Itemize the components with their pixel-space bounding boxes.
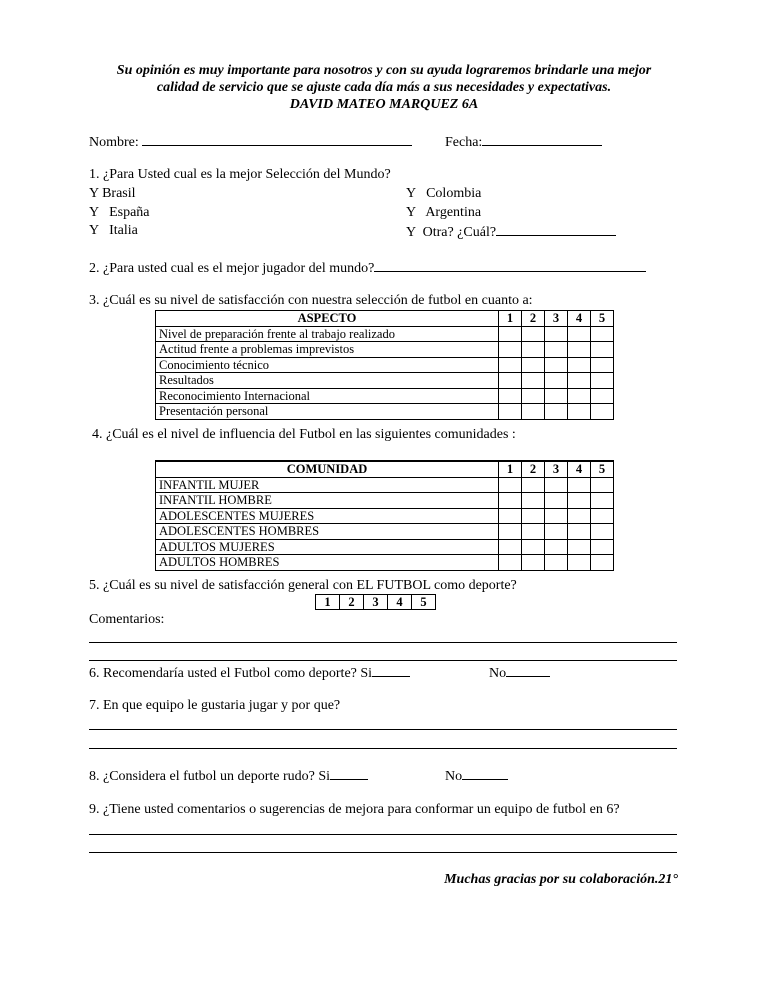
rating-cell[interactable] [568, 342, 591, 358]
comments-line-1[interactable] [89, 642, 677, 643]
rating-cell[interactable] [591, 477, 614, 493]
table-row [156, 373, 614, 389]
q2-row [89, 259, 646, 277]
rating-cell[interactable] [545, 326, 568, 342]
q4-row-label: ADULTOS MUJERES [156, 539, 499, 555]
rating-cell[interactable] [591, 493, 614, 509]
rating-cell[interactable] [522, 342, 545, 358]
rating-cell[interactable] [545, 508, 568, 524]
q3-question: 3. ¿Cuál es su nivel de satisfacción con nuestra selección de futbol en cuanto a: [89, 293, 533, 308]
q1-option-brasil[interactable]: Y Brasil [89, 186, 136, 201]
table-row [156, 357, 614, 373]
table-row [156, 404, 614, 420]
q4-row-label: INFANTIL MUJER [156, 477, 499, 493]
q5-scale-1[interactable]: 1 [316, 595, 340, 610]
q6-si-field[interactable] [372, 664, 410, 677]
rating-cell[interactable] [591, 555, 614, 571]
rating-cell[interactable] [591, 404, 614, 420]
rating-cell[interactable] [522, 508, 545, 524]
rating-cell[interactable] [545, 477, 568, 493]
q3-header-1: 1 [499, 311, 522, 327]
q6-question: 6. Recomendaría usted el Futbol como deporte? Si [89, 666, 373, 681]
rating-cell[interactable] [568, 524, 591, 540]
q3-row-label: Nivel de preparación frente al trabajo realizado [156, 326, 499, 342]
rating-cell[interactable] [545, 342, 568, 358]
nombre-field[interactable] [142, 133, 412, 146]
q2-question: 2. ¿Para usted cual es el mejor jugador del mundo? [89, 261, 375, 276]
q3-row-label: Presentación personal [156, 404, 499, 420]
q3-row-label: Reconocimiento Internacional [156, 388, 499, 404]
q1-option-italia[interactable]: Y Italia [89, 223, 138, 238]
q4-header-comunidad: COMUNIDAD [156, 461, 499, 477]
rating-cell[interactable] [568, 555, 591, 571]
q6-row [89, 664, 410, 682]
q6-no-label: No [489, 666, 507, 681]
rating-cell[interactable] [545, 493, 568, 509]
table-row [156, 477, 614, 493]
q3-header-4: 4 [568, 311, 591, 327]
q8-question: 8. ¿Considera el futbol un deporte rudo? Si [89, 769, 331, 784]
q3-row-label: Conocimiento técnico [156, 357, 499, 373]
rating-cell[interactable] [522, 477, 545, 493]
q4-row-label: ADOLESCENTES MUJERES [156, 508, 499, 524]
table-row [156, 388, 614, 404]
rating-cell[interactable] [499, 508, 522, 524]
rating-cell[interactable] [522, 524, 545, 540]
q3-header-3: 3 [545, 311, 568, 327]
q1-option-otra-row [406, 223, 616, 241]
q4-header-2: 2 [522, 461, 545, 477]
survey-author: DAVID MATEO MARQUEZ 6A [289, 97, 479, 112]
q3-header-2: 2 [522, 311, 545, 327]
rating-cell[interactable] [591, 342, 614, 358]
rating-cell[interactable] [568, 373, 591, 389]
q3-header-aspecto: ASPECTO [156, 311, 499, 327]
rating-cell[interactable] [568, 357, 591, 373]
table-row [156, 539, 614, 555]
fecha-label: Fecha: [445, 135, 483, 150]
q3-row-label: Resultados [156, 373, 499, 389]
table-row [156, 342, 614, 358]
q7-line-2[interactable] [89, 748, 677, 749]
nombre-row [89, 133, 412, 151]
rating-cell[interactable] [499, 524, 522, 540]
q9-line-2[interactable] [89, 852, 677, 853]
q9-question: 9. ¿Tiene usted comentarios o sugerencias de mejora para conformar un equipo de futbol en 6? [89, 802, 620, 817]
rating-cell[interactable] [568, 539, 591, 555]
rating-cell[interactable] [591, 357, 614, 373]
intro-line-1: Su opinión es muy importante para nosotros y con su ayuda lograremos brindarle una mejor [116, 63, 652, 78]
q1-question: 1. ¿Para Usted cual es la mejor Selección del Mundo? [89, 167, 391, 182]
rating-cell[interactable] [591, 326, 614, 342]
q1-otra-field[interactable] [496, 223, 616, 236]
intro-line-2: calidad de servicio que se ajuste cada día más a sus necesidades y expectativas. [156, 80, 612, 95]
q1-option-otra[interactable]: Y Otra? ¿Cuál? [406, 225, 497, 240]
rating-cell[interactable] [545, 539, 568, 555]
q1-option-argentina[interactable]: Y Argentina [406, 205, 482, 220]
comments-label: Comentarios: [89, 612, 165, 627]
rating-cell[interactable] [499, 326, 522, 342]
rating-cell[interactable] [545, 357, 568, 373]
q5-scale [315, 594, 436, 610]
rating-cell[interactable] [522, 404, 545, 420]
q3-table [155, 310, 614, 420]
rating-cell[interactable] [499, 357, 522, 373]
rating-cell[interactable] [568, 388, 591, 404]
q4-header-5: 5 [591, 461, 614, 477]
rating-cell[interactable] [568, 493, 591, 509]
rating-cell[interactable] [591, 373, 614, 389]
rating-cell[interactable] [499, 539, 522, 555]
rating-cell[interactable] [522, 493, 545, 509]
table-row [156, 508, 614, 524]
rating-cell[interactable] [545, 373, 568, 389]
q7-line-1[interactable] [89, 729, 677, 730]
rating-cell[interactable] [591, 524, 614, 540]
comments-line-2[interactable] [89, 660, 677, 661]
fecha-row [445, 133, 602, 151]
rating-cell[interactable] [499, 493, 522, 509]
q8-no-row [445, 767, 508, 785]
rating-cell[interactable] [568, 326, 591, 342]
rating-cell[interactable] [499, 404, 522, 420]
q4-header-4: 4 [568, 461, 591, 477]
thanks-message: Muchas gracias por su colaboración.21° [444, 872, 678, 887]
q4-row-label: INFANTIL HOMBRE [156, 493, 499, 509]
q3-header-5: 5 [591, 311, 614, 327]
rating-cell[interactable] [568, 404, 591, 420]
q4-question: 4. ¿Cuál es el nivel de influencia del Futbol en las siguientes comunidades : [92, 427, 516, 442]
q9-line-1[interactable] [89, 834, 677, 835]
fecha-field[interactable] [482, 133, 602, 146]
rating-cell[interactable] [499, 477, 522, 493]
q1-option-colombia[interactable]: Y Colombia [406, 186, 482, 201]
rating-cell[interactable] [499, 388, 522, 404]
q3-row-label: Actitud frente a problemas imprevistos [156, 342, 499, 358]
rating-cell[interactable] [591, 388, 614, 404]
table-row [156, 524, 614, 540]
nombre-label: Nombre: [89, 135, 139, 150]
q8-si-field[interactable] [330, 767, 368, 780]
q4-header-3: 3 [545, 461, 568, 477]
rating-cell[interactable] [591, 508, 614, 524]
q4-row-label: ADOLESCENTES HOMBRES [156, 524, 499, 540]
rating-cell[interactable] [545, 524, 568, 540]
rating-cell[interactable] [499, 555, 522, 571]
table-row [156, 493, 614, 509]
rating-cell[interactable] [499, 342, 522, 358]
rating-cell[interactable] [522, 373, 545, 389]
q4-row-label: ADULTOS HOMBRES [156, 555, 499, 571]
q8-no-label: No [445, 769, 463, 784]
q2-answer-field[interactable] [374, 259, 646, 272]
rating-cell[interactable] [545, 388, 568, 404]
q5-scale-4[interactable]: 4 [388, 595, 412, 610]
q7-question: 7. En que equipo le gustaria jugar y por que? [89, 698, 341, 713]
rating-cell[interactable] [568, 477, 591, 493]
rating-cell[interactable] [568, 508, 591, 524]
q8-row [89, 767, 368, 785]
rating-cell[interactable] [499, 373, 522, 389]
q4-table [155, 460, 614, 571]
q4-header-1: 1 [499, 461, 522, 477]
q5-scale-2[interactable]: 2 [340, 595, 364, 610]
rating-cell[interactable] [591, 539, 614, 555]
rating-cell[interactable] [522, 555, 545, 571]
rating-cell[interactable] [522, 539, 545, 555]
rating-cell[interactable] [522, 388, 545, 404]
rating-cell[interactable] [545, 555, 568, 571]
table-row [156, 555, 614, 571]
q5-scale-5[interactable]: 5 [412, 595, 436, 610]
q5-question: 5. ¿Cuál es su nivel de satisfacción general con EL FUTBOL como deporte? [89, 578, 517, 593]
rating-cell[interactable] [522, 326, 545, 342]
rating-cell[interactable] [522, 357, 545, 373]
q8-no-field[interactable] [462, 767, 508, 780]
q6-no-row [489, 664, 550, 682]
rating-cell[interactable] [545, 404, 568, 420]
q5-scale-3[interactable]: 3 [364, 595, 388, 610]
table-row [156, 326, 614, 342]
q1-option-espana[interactable]: Y España [89, 205, 150, 220]
q6-no-field[interactable] [506, 664, 550, 677]
